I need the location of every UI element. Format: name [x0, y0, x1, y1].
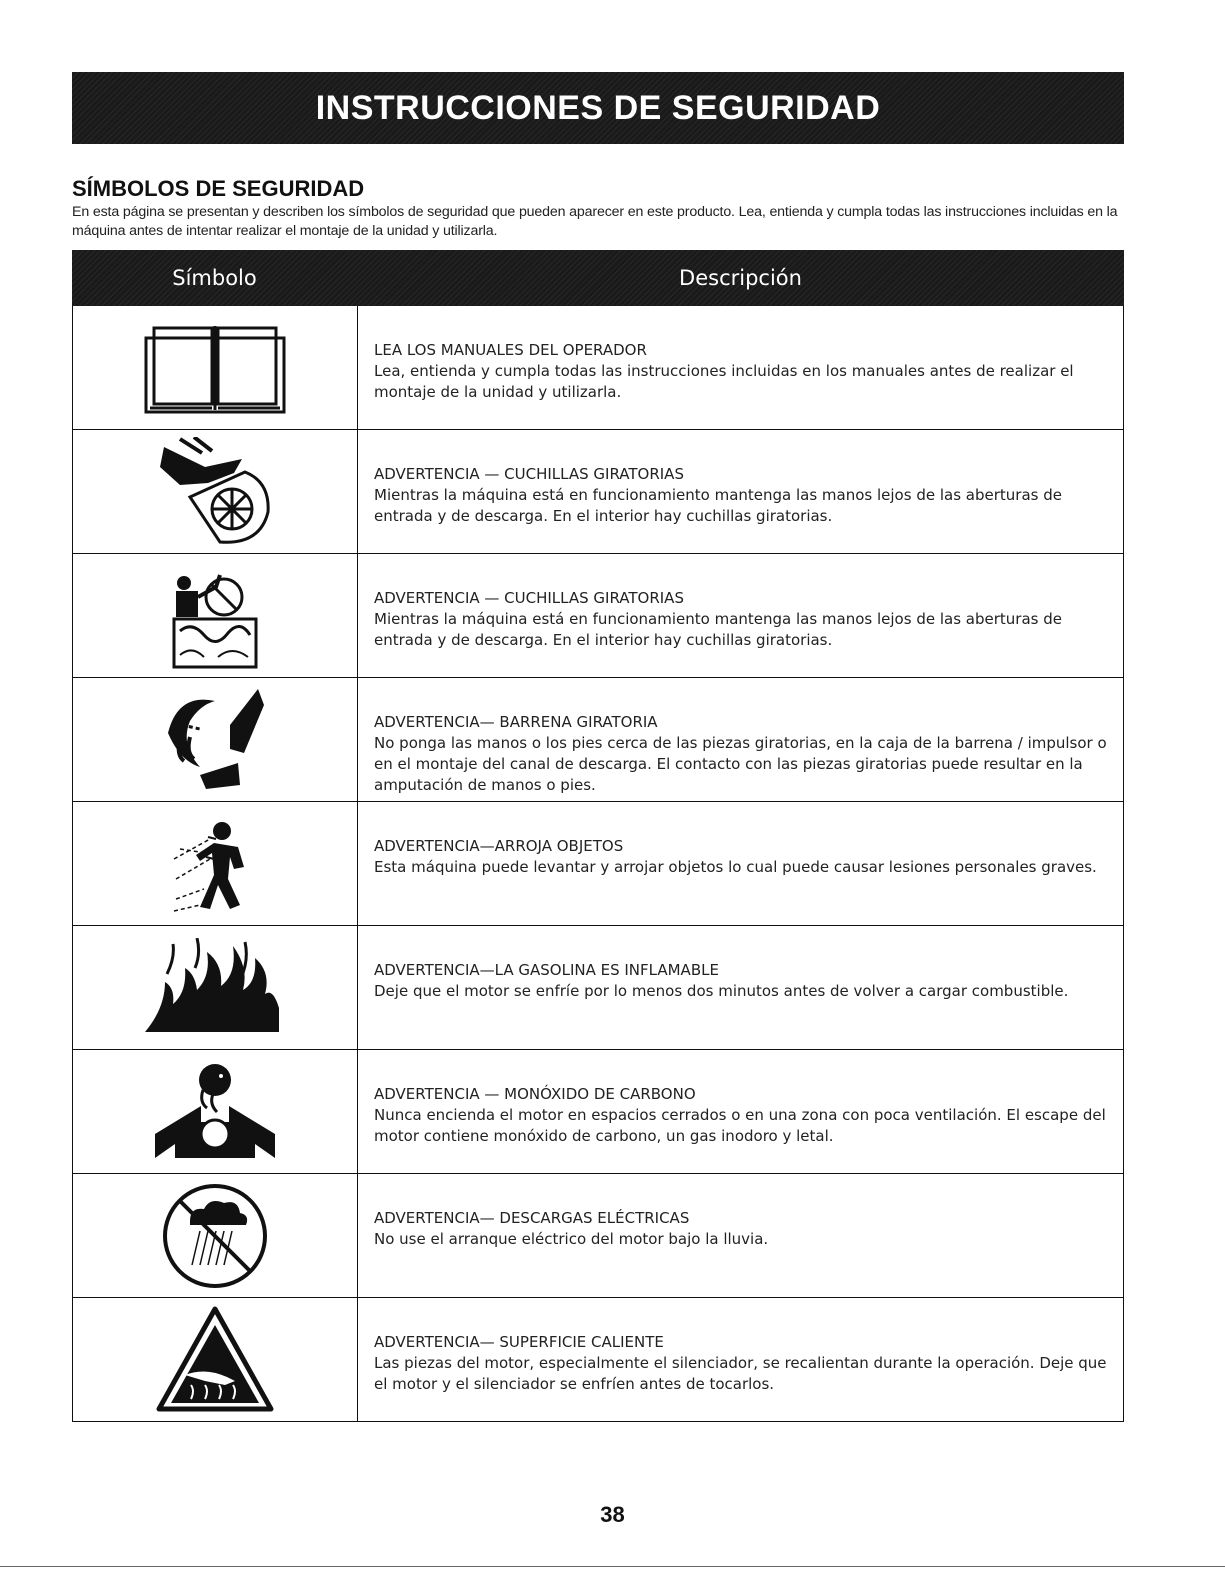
header-symbol: Símbolo	[172, 266, 257, 290]
description-text: No use el arranque eléctrico del motor bajo la lluvia.	[374, 1230, 769, 1248]
description-title: ADVERTENCIA— BARRENA GIRATORIA	[374, 713, 658, 731]
description-cell	[358, 1174, 1123, 1297]
description-text: Las piezas del motor, especialmente el silenciador, se recalientan durante la operación. Deje que el motor y el silenciador se enfríen antes de tocarlos.	[374, 1354, 1107, 1393]
description-text: No ponga las manos o los pies cerca de las piezas giratorias, en la caja de la barrena / impulsor o en el montaje del canal de descarga. El contacto con las piezas giratorias puede resultar en la amputación de manos o pies.	[374, 734, 1107, 794]
description-text: Lea, entienda y cumpla todas las instrucciones incluidas en los manuales antes de realizar el montaje de la unidad y utilizarla.	[374, 362, 1074, 401]
description-title: ADVERTENCIA—ARROJA OBJETOS	[374, 837, 624, 855]
no-rain-electric-icon	[160, 1181, 270, 1291]
flammable-flames-icon	[145, 938, 285, 1038]
table-row	[72, 1298, 1124, 1422]
intro-paragraph: En esta página se presentan y describen los símbolos de seguridad que pueden aparecer en este producto. Lea, entienda y cumpla todas las instrucciones incluidas en la máquina antes de intentar realizar el montaje de la unidad y utilizarla.	[72, 204, 1118, 239]
hot-surface-triangle-icon	[155, 1305, 275, 1415]
table-row	[72, 430, 1124, 554]
description-text: Esta máquina puede levantar y arrojar objetos lo cual puede causar lesiones personales graves.	[374, 858, 1097, 876]
description-cell	[358, 430, 1123, 553]
description-cell	[358, 1298, 1123, 1421]
table-row	[72, 1174, 1124, 1298]
description-cell	[358, 306, 1123, 429]
description-cell	[358, 1050, 1123, 1173]
rotating-auger-hand-foot-icon	[160, 685, 270, 795]
bottom-rule	[0, 1566, 1225, 1567]
description-cell	[358, 554, 1123, 677]
description-text: Nunca encienda el motor en espacios cerrados o en una zona con poca ventilación. El escape del motor contiene monóxido de carbono, un gas inodoro y letal.	[374, 1106, 1106, 1145]
symbol-cell	[73, 1174, 358, 1297]
carbon-monoxide-person-icon	[155, 1062, 275, 1162]
description-cell	[358, 678, 1123, 801]
symbol-cell	[73, 430, 358, 553]
table-row	[72, 1050, 1124, 1174]
banner-title: INSTRUCCIONES DE SEGURIDAD	[315, 88, 881, 127]
description-cell	[358, 926, 1123, 1049]
description-text: Mientras la máquina está en funcionamiento mantenga las manos lejos de las aberturas de entrada y de descarga. En el interior hay cuchillas giratorias.	[374, 610, 1062, 649]
symbol-cell	[73, 554, 358, 677]
description-title: ADVERTENCIA — MONÓXIDO DE CARBONO	[374, 1085, 696, 1103]
table-row	[72, 802, 1124, 926]
page-banner	[72, 72, 1124, 144]
section-heading: SÍMBOLOS DE SEGURIDAD	[72, 176, 365, 201]
operator-manual-book-icon	[140, 318, 290, 418]
description-title: LEA LOS MANUALES DEL OPERADOR	[374, 341, 647, 359]
description-title: ADVERTENCIA — CUCHILLAS GIRATORIAS	[374, 465, 684, 483]
safety-symbols-table	[72, 250, 1124, 1422]
table-row	[72, 554, 1124, 678]
page-number: 38	[600, 1502, 625, 1527]
thrown-objects-person-icon	[170, 809, 260, 919]
symbol-cell	[73, 678, 358, 801]
rotating-blades-auger-housing-icon	[170, 561, 260, 671]
description-text: Deje que el motor se enfríe por lo menos dos minutos antes de volver a cargar combustible.	[374, 982, 1069, 1000]
symbol-cell	[73, 802, 358, 925]
description-title: ADVERTENCIA — CUCHILLAS GIRATORIAS	[374, 589, 684, 607]
description-cell	[358, 802, 1123, 925]
symbol-cell	[73, 1298, 358, 1421]
symbol-cell	[73, 926, 358, 1049]
table-row	[72, 926, 1124, 1050]
table-row	[72, 678, 1124, 802]
rotating-blades-hand-icon	[150, 437, 280, 547]
table-row	[72, 306, 1124, 430]
description-title: ADVERTENCIA—LA GASOLINA ES INFLAMABLE	[374, 961, 719, 979]
symbol-cell	[73, 306, 358, 429]
description-text: Mientras la máquina está en funcionamiento mantenga las manos lejos de las aberturas de entrada y de descarga. En el interior hay cuchillas giratorias.	[374, 486, 1062, 525]
description-title: ADVERTENCIA— DESCARGAS ELÉCTRICAS	[374, 1209, 690, 1227]
symbol-cell	[73, 1050, 358, 1173]
description-title: ADVERTENCIA— SUPERFICIE CALIENTE	[374, 1333, 664, 1351]
header-description: Descripción	[679, 266, 802, 290]
table-header	[72, 250, 1124, 306]
